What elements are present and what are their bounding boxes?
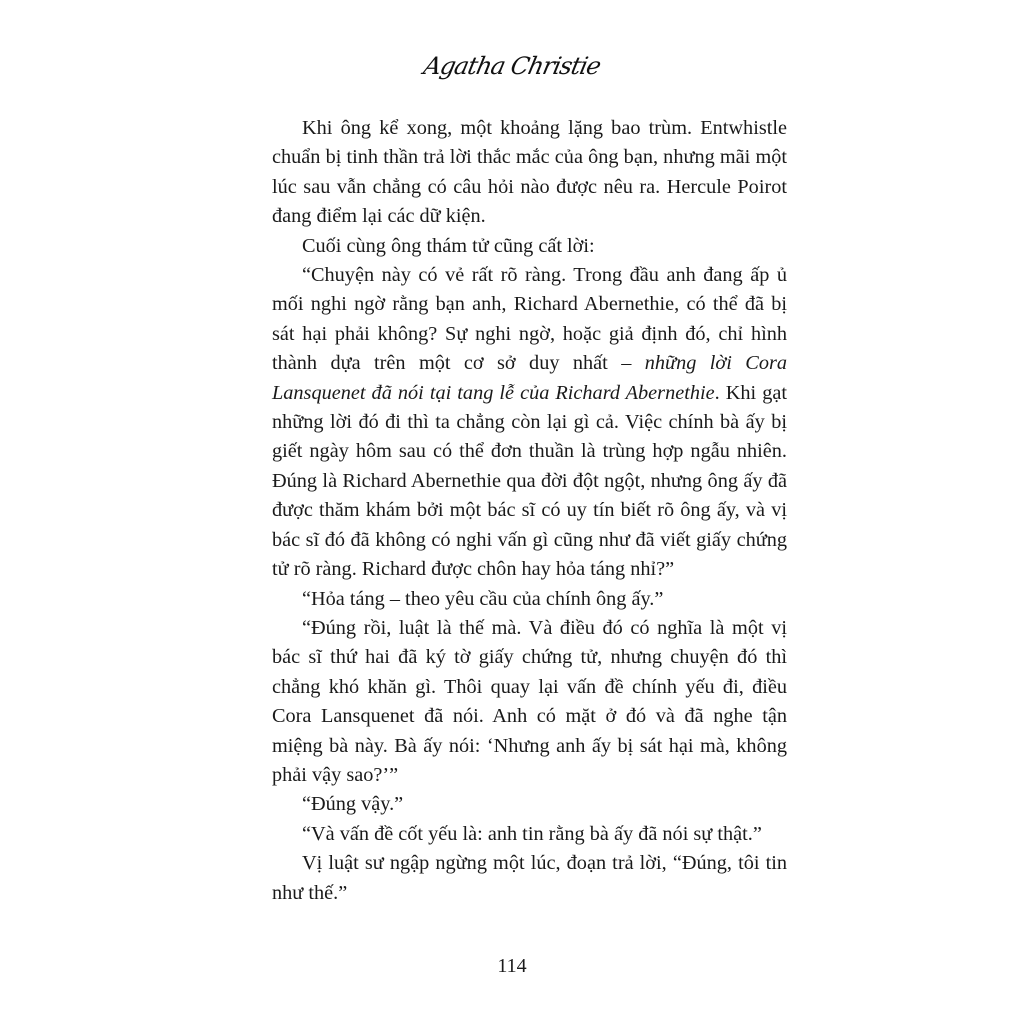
page-number: 114	[497, 955, 527, 977]
paragraph-3	[272, 261, 787, 584]
paragraph-8: Vị luật sư ngập ngừng một lúc, đoạn trả lời, “Đúng, tôi tin như thế.”	[272, 852, 787, 904]
paragraph-5: “Đúng rồi, luật là thế mà. Và điều đó có nghĩa là một vị bác sĩ thứ hai đã ký tờ giấy chứng tử, nhưng chuyện đó thì chẳng khó khăn gì. Thôi quay lại vấn đề chính yếu đi, điều Cora Lansquenet đã nói. Anh có mặt ở đó và đã nghe tận miệng bà này. Bà ấy nói: ‘Nhưng anh ấy bị sát hại mà, không phải vậy sao?’”	[272, 616, 787, 786]
book-page-body	[272, 114, 787, 908]
paragraph-1: Khi ông kể xong, một khoảng lặng bao trùm. Entwhistle chuẩn bị tinh thần trả lời thắc mắc của ông bạn, nhưng mãi một lúc sau vẫn chẳng có câu hỏi nào được nêu ra. Hercule Poirot đang điểm lại các dữ kiện.	[272, 117, 787, 228]
paragraph-2: Cuối cùng ông thám tử cũng cất lời:	[302, 234, 595, 257]
paragraph-3-text-after: . Khi gạt những lời đó đi thì ta chẳng còn lại gì cả. Việc chính bà ấy bị giết ngày hôm sau có thể đơn thuần là trùng hợp ngẫu nhiên. Đúng là Richard Abernethie qua đời đột ngột, nhưng ông ấy đã được thăm khám bởi một bác sĩ có uy tín biết rõ ông ấy, và vị bác sĩ đó đã không có nghi vấn gì cũng như đã viết giấy chứng tử rõ ràng. Richard được chôn hay hỏa táng nhỉ?”	[272, 381, 787, 581]
paragraph-6: “Đúng vậy.”	[302, 793, 404, 816]
author-signature-header: Agatha Christie	[421, 52, 603, 80]
paragraph-3-italic-quote: những lời Cora Lansquenet đã nói tại tang lễ của Richard Abernethie	[272, 352, 787, 404]
paragraph-3-text-before: “Chuyện này có vẻ rất rõ ràng. Trong đầu anh đang ấp ủ mối nghi ngờ rằng bạn anh, Richard Abernethie, có thể đã bị sát hại phải không? Sự nghi ngờ, hoặc giả định đó, chỉ hình thành dựa trên một cơ sở duy nhất –	[272, 264, 787, 375]
paragraph-7: “Và vấn đề cốt yếu là: anh tin rằng bà ấy đã nói sự thật.”	[302, 822, 762, 845]
paragraph-4: “Hỏa táng – theo yêu cầu của chính ông ấy.”	[302, 587, 664, 610]
